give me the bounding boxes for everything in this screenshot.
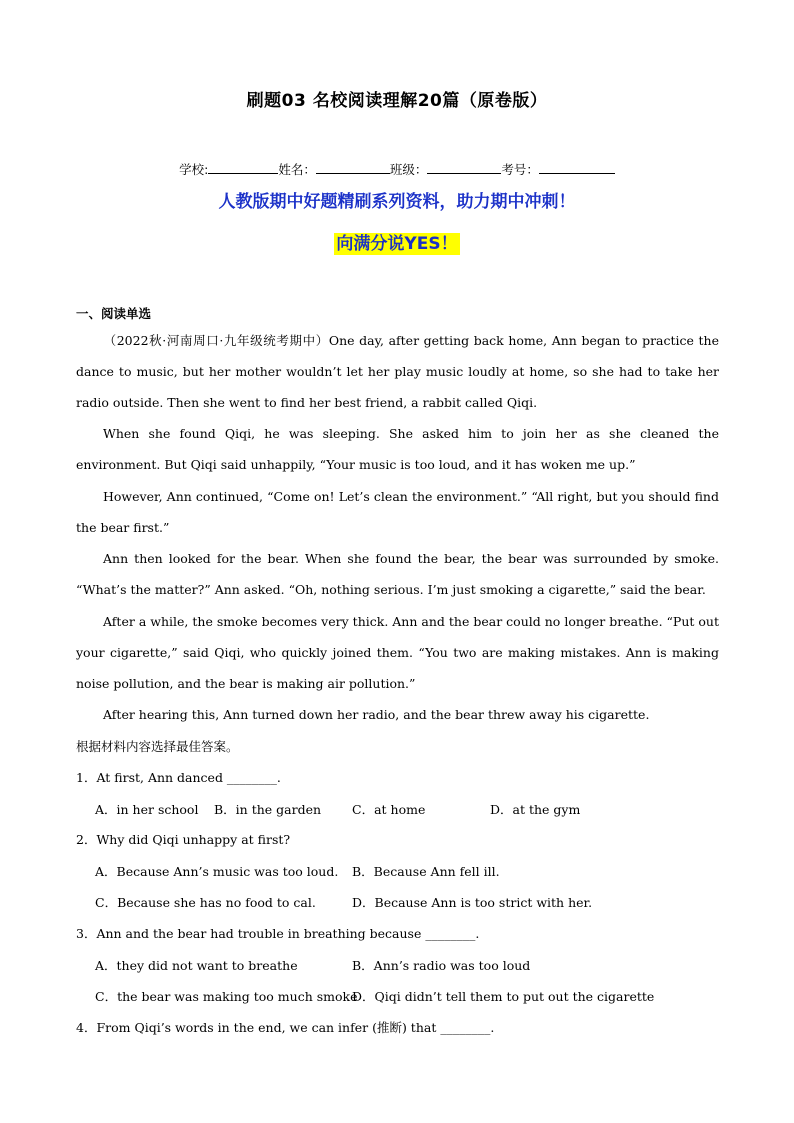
question-1-stem: 1．At first, Ann danced ________. — [76, 770, 281, 785]
q1-option-d: D．at the gym — [490, 802, 581, 817]
q2-option-d: D．Because Ann is too strict with her. — [352, 895, 593, 910]
school-label: 学校: — [179, 162, 209, 177]
passage-paragraph-1: （2022秋·河南周口·九年级统考期中）One day, after getting back home, Ann began to practice the dance to music, but her mother wouldn’t let her play music loudly at home, so she had to take her radio outside. Then she went to find her best friend, a rabbit called Qiqi. — [76, 333, 719, 410]
question-4-stem: 4．From Qiqi’s words in the end, we can infer (推断) that ________. — [76, 1020, 495, 1035]
promo-line-1: 人教版期中好题精刷系列资料，助力期中冲刺！ — [218, 192, 576, 212]
q1-option-b: B．in the garden — [214, 802, 322, 817]
question-2-stem: 2．Why did Qiqi unhappy at first? — [76, 832, 291, 847]
section-heading: 一、阅读单选 — [76, 306, 152, 321]
q1-option-c: C．at home — [352, 802, 426, 817]
student-info-line — [0, 160, 794, 178]
name-label: 姓名： — [278, 162, 316, 177]
passage-paragraph-6: After hearing this, Ann turned down her radio, and the bear threw away his cigarette. — [103, 707, 650, 722]
question-3-stem: 3．Ann and the bear had trouble in breathing because ________. — [76, 926, 480, 941]
passage-paragraph-5: After a while, the smoke becomes very thick. Ann and the bear could no longer breathe. “Put out your cigarette,” said Qiqi, who quickly joined them. “You two are making mistakes. Ann is making noise pollution, and the bear is making air pollution.” — [76, 614, 719, 691]
q1-option-a: A．in her school — [95, 802, 199, 817]
class-blank — [427, 161, 501, 174]
q2-option-a: A．Because Ann’s music was too loud. — [95, 864, 339, 879]
q2-option-b: B．Because Ann fell ill. — [352, 864, 500, 879]
q3-option-b: B．Ann’s radio was too loud — [352, 958, 531, 973]
promo-highlight: 向满分说YES！ — [336, 234, 458, 254]
instruction: 根据材料内容选择最佳答案。 — [76, 739, 239, 754]
q3-option-c: C．the bear was making too much smoke — [95, 989, 358, 1004]
promo-line-2 — [0, 229, 794, 254]
exam-no-label: 考号： — [501, 162, 539, 177]
exam-no-blank — [539, 161, 615, 174]
q3-option-d: D．Qiqi didn’t tell them to put out the cigarette — [352, 989, 655, 1004]
passage-paragraph-4: Ann then looked for the bear. When she found the bear, the bear was surrounded by smoke. “What’s the matter?” Ann asked. “Oh, nothing serious. I’m just smoking a cigarette,” said the bear. — [76, 551, 719, 597]
passage-paragraph-2: When she found Qiqi, he was sleeping. She asked him to join her as she cleaned the environment. But Qiqi said unhappily, “Your music is too loud, and it has woken me up.” — [76, 426, 719, 472]
q3-option-a: A．they did not want to breathe — [95, 958, 298, 973]
passage-paragraph-3: However, Ann continued, “Come on! Let’s clean the environment.” “All right, but you should find the bear first.” — [76, 489, 719, 535]
name-blank — [316, 161, 390, 174]
school-blank — [208, 161, 278, 174]
class-label: 班级： — [389, 162, 428, 177]
q2-option-c: C．Because she has no food to cal. — [95, 895, 316, 910]
page-title: 刷题03 名校阅读理解20篇（原卷版） — [246, 91, 548, 111]
